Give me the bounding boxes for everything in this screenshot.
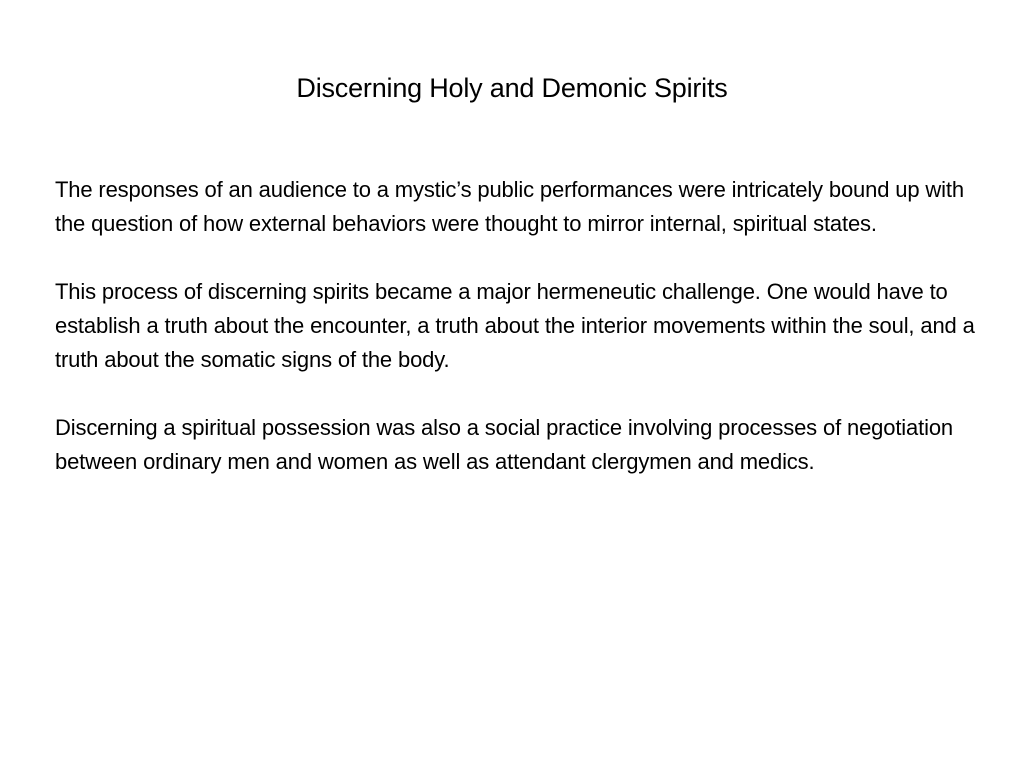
- paragraph-audience-responses: The responses of an audience to a mystic’s public performances were intricately bound up with the question of how external behaviors were thought to mirror internal, spiritual states.: [55, 177, 964, 236]
- paragraph-hermeneutic-challenge: This process of discerning spirits became a major hermeneutic challenge. One would have to establish a truth about the encounter, a truth about the interior movements within the soul, and a truth about the somatic signs of the body.: [55, 279, 975, 372]
- slide-body: [55, 173, 990, 513]
- slide-title: Discerning Holy and Demonic Spirits: [296, 73, 728, 103]
- paragraph-social-practice: Discerning a spiritual possession was also a social practice involving processes of negotiation between ordinary men and women as well as attendant clergymen and medics.: [55, 415, 953, 474]
